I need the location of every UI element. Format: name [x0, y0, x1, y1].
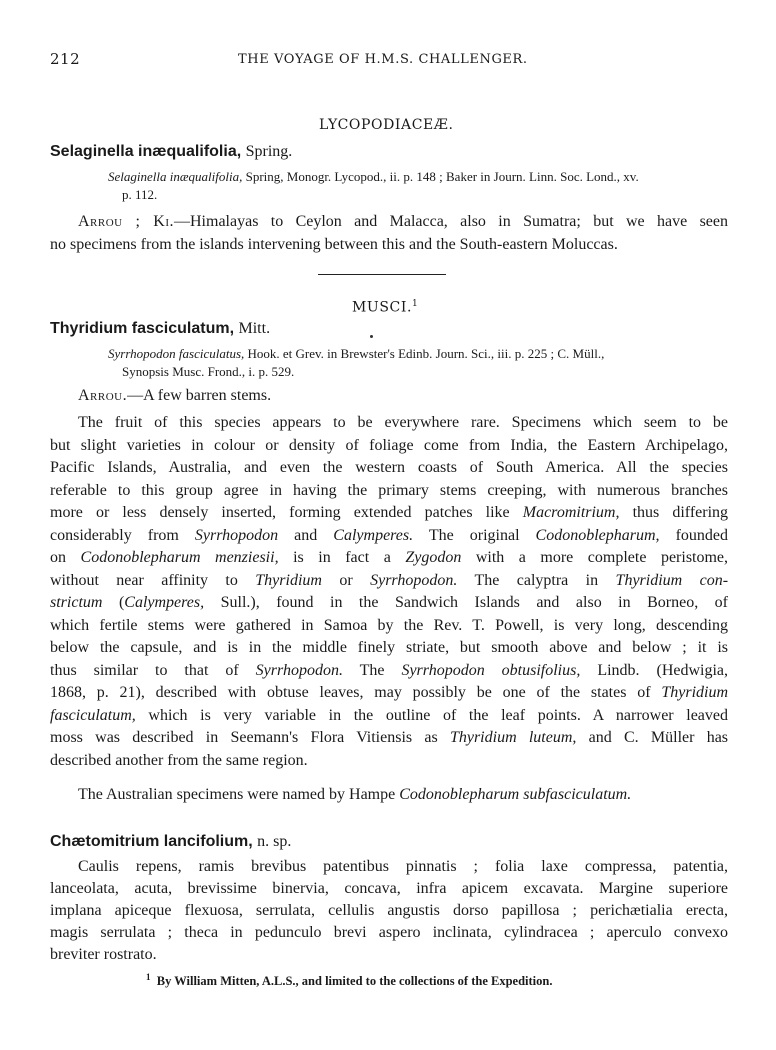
species-name: Chætomitrium lancifolium,	[50, 833, 253, 850]
page-number: 212	[50, 50, 81, 68]
reference-thyridium: Syrrhopodon fasciculatus, Hook. et Grev. in Brewster's Edinb. Journ. Sci., iii. p. 225 ; C. Müll., Synopsis Musc. Frond., i. p. 529.	[108, 346, 605, 379]
running-title: THE VOYAGE OF H.M.S. CHALLENGER.	[238, 52, 528, 67]
species-author: Mitt.	[238, 320, 271, 337]
species-name: Selaginella inæqualifolia,	[50, 143, 242, 160]
species-heading-thyridium	[50, 320, 270, 338]
ref-citation-cont: p. 112.	[122, 187, 158, 202]
footnote	[146, 972, 552, 989]
footnote-text: By William Mitten, A.L.S., and limited to the collections of the Expedition.	[156, 974, 553, 989]
section-title-musci: MUSCI.$^1$	[352, 299, 419, 316]
ref-taxon: Selaginella inæqualifolia,	[108, 169, 243, 184]
section-title-lycopodiaceae: LYCOPODIACEÆ.	[319, 117, 454, 133]
paragraph-australian-specimens: The Australian specimens were named by Hampe Codonoblepharum subfasciculatum.	[78, 786, 632, 803]
print-speck	[370, 335, 373, 338]
locality-label: Arrou.	[78, 387, 128, 404]
species-heading-chaetomitrium	[50, 833, 291, 851]
discussion-paragraph-thyridium: The fruit of this species appears to be everywhere rare. Specimens which seem to be but slight varieties in colour or density of foliage come from India, the Eastern Archipelago, Pacific Islands, Australia, and even the western coasts of South America. All the species referable to this group agree in having the primary stems creeping, with numerous branches more or less densely inserted, forming extended patches like Macromitrium, thus differing considerably from Syrrhopodon and Calymperes. The original Codonoblepharum, founded on Codonoblepharum menziesii, is in fact a Zygodon with a more complete peristome, without near affinity to Thyridium or Syrrhopodon. The calyptra in Thyridium con- strictum (Calymperes, Sull.), found in the Sandwich Islands and also in Borneo, of which fertile stems were gathered in Samoa by the Rev. T. Powell, is very long, descending below the capsule, and is in the middle finely striate, but smooth above and below ; it is thus similar to that of Syrrhopodon. The Syrrhopodon obtusifolius, Lindb. (Hedwigia, 1868, p. 21), described with obtuse leaves, may possibly be one of the states of Thyridium fasciculatum, which is very variable in the outline of the leaf points. A narrower leaved moss was described in Seemann's Flora Vitiensis as Thyridium luteum, and C. Müller has described another from the same region.	[50, 414, 729, 769]
reference-selaginella	[108, 168, 728, 204]
footnote-marker: 1	[412, 299, 419, 309]
locality-paragraph-selaginella: Arrou ; Ki.—Himalayas to Ceylon and Malacca, also in Sumatra; but we have seen no specimens from the islands intervening between this and the South-eastern Moluccas.	[50, 213, 728, 253]
species-author: n. sp.	[257, 833, 292, 850]
locality-thyridium: Arrou.—A few barren stems.	[78, 387, 272, 404]
footnote-mark: 1	[146, 972, 151, 982]
section-divider	[318, 274, 446, 275]
latin-description-chaetomitrium: Caulis repens, ramis brevibus patentibus pinnatis ; folia laxe compressa, patentia, lanceolata, acuta, brevissime binervia, concava, infra apicem excavata. Margine superiore implana apiceque flexuosa, serrulata, cellulis angustis dorso papillosa ; perichætialia erecta, magis serrulata ; theca in pedunculo brevi aspero inclinata, cylindracea ; aperculo convexo breviter rostrato.	[50, 858, 728, 963]
species-heading-selaginella	[50, 143, 292, 161]
species-name: Thyridium fasciculatum,	[50, 320, 235, 337]
species-author: Spring.	[245, 143, 293, 160]
locality-label: Arrou ; Ki.	[78, 213, 174, 230]
ref-citation: Spring, Monogr. Lycopod., ii. p. 148 ; Baker in Journ. Linn. Soc. Lond., xv.	[245, 169, 639, 184]
